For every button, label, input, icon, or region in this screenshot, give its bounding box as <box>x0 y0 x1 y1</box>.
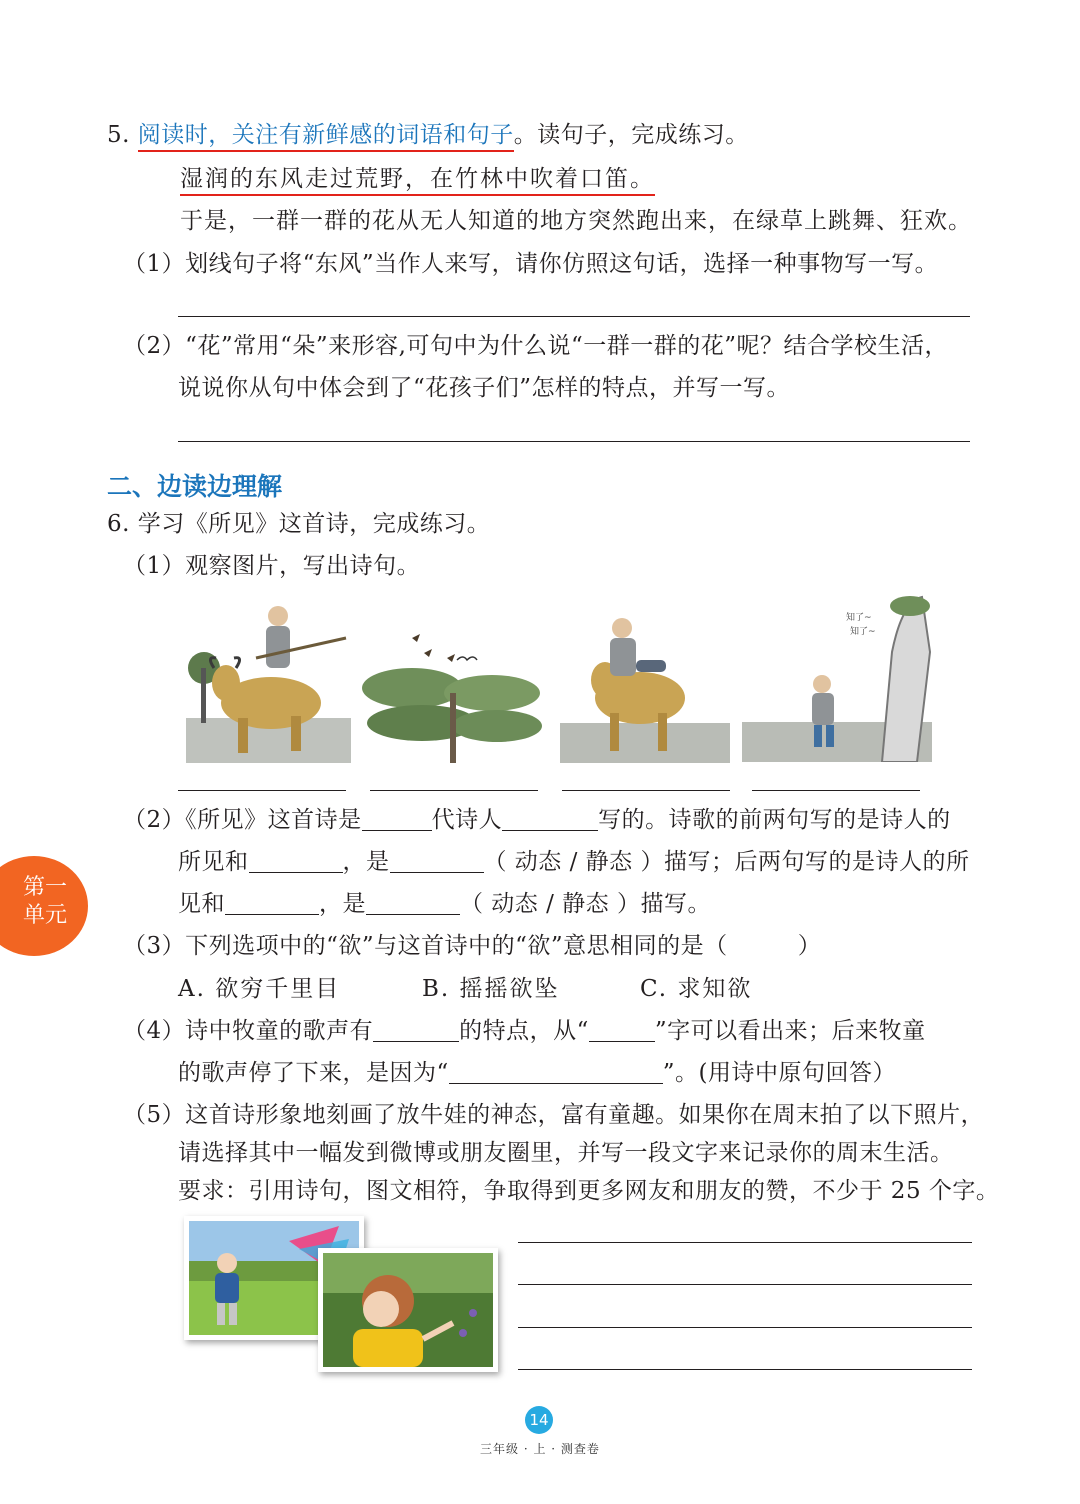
q6-part4-text: 的歌声停了下来，是因为“ <box>178 1060 449 1086</box>
q6-part5-requirement: 要求：引用诗句，图文相符，争取得到更多网友和朋友的赞，不少于 25 个字。 <box>178 1178 1000 1204</box>
cicada-sound-text: 知了~ <box>846 613 872 623</box>
q5-instruction <box>107 120 749 150</box>
writing-line-4[interactable] <box>518 1369 972 1370</box>
unit-tab-line2: 单元 <box>22 903 67 928</box>
character-blank[interactable] <box>589 1019 655 1042</box>
illustration-boy-and-cicada-tree <box>742 592 932 762</box>
q6-part5-number: （5） <box>123 1102 186 1128</box>
poem-line-blank-3[interactable] <box>562 790 730 791</box>
q6-part2-text: （ 动态 / 静态 ）描写。 <box>460 891 711 917</box>
q5-sub2 <box>123 331 948 361</box>
q6-part3-close: ） <box>797 933 822 959</box>
description-type-blank-2[interactable] <box>366 892 460 915</box>
q6-part2-line3 <box>178 889 711 919</box>
thought-blank[interactable] <box>225 892 319 915</box>
q6-part2-line2 <box>178 847 970 877</box>
option-a[interactable]: A. 欲穷千里目 <box>178 976 341 1002</box>
q5-sub1-text: 划线句子将“东风”当作人来写，请你仿照这句话，选择一种事物写一写。 <box>185 251 939 277</box>
q5-sub1 <box>123 249 938 279</box>
q5-sub2-text-b: 说说你从句中体会到了“花孩子们”怎样的特点，并写一写。 <box>178 375 791 401</box>
writing-line-2[interactable] <box>518 1284 972 1285</box>
q6-part2-text: 所见和 <box>178 849 249 875</box>
photo-child-in-field[interactable] <box>318 1248 498 1372</box>
song-feature-blank[interactable] <box>373 1019 459 1042</box>
writing-line-1[interactable] <box>518 1242 972 1243</box>
q6-part2-text: ，是 <box>342 849 390 875</box>
q5-number: 5. <box>107 122 130 148</box>
q5-sub2-answer-line[interactable] <box>178 441 970 442</box>
q5-sub1-answer-line[interactable] <box>178 316 970 317</box>
q6-part1-number: （1） <box>123 553 186 579</box>
page-number: 14 <box>525 1406 553 1434</box>
unit-tab-line1: 第一 <box>22 875 67 900</box>
poet-blank[interactable] <box>502 808 598 831</box>
poem-line-blank-4[interactable] <box>752 790 920 791</box>
q5-underlined-sentence: 湿润的东风走过荒野，在竹林中吹着口笛。 <box>180 166 655 196</box>
unit-side-tab <box>0 856 88 956</box>
q6-part5-text: 这首诗形象地刻画了放牛娃的神态，富有童趣。如果你在周末拍了以下照片， <box>185 1102 985 1128</box>
q6-part4-text: 诗中牧童的歌声有 <box>185 1018 374 1044</box>
q6-part4-text: ”字可以看出来；后来牧童 <box>654 1018 926 1044</box>
q6-part2-line1 <box>123 805 951 835</box>
q6-part2-text: 写的。诗歌的前两句写的是诗人的 <box>598 807 951 833</box>
q6-part1-text: 观察图片，写出诗句。 <box>185 553 421 579</box>
q6-part5-line1 <box>123 1100 984 1130</box>
option-b[interactable]: B. 摇摇欲坠 <box>422 976 560 1002</box>
illustration-birds-in-trees <box>362 598 542 763</box>
poem-quote-blank[interactable] <box>449 1061 663 1084</box>
q6-part5-line2: 请选择其中一幅发到微博或朋友圈里，并写一段文字来记录你的周末生活。 <box>178 1140 954 1166</box>
q5-instruction-rest: 。读句子，完成练习。 <box>513 122 749 148</box>
q6-title: 6. 学习《所见》这首诗，完成练习。 <box>107 511 491 537</box>
q6-part3-text: 下列选项中的“欲”与这首诗中的“欲”意思相同的是（ <box>185 933 728 959</box>
q6-part2-text: ，是 <box>319 891 366 917</box>
q6-part3-number: （3） <box>123 933 186 959</box>
q6-part2-text: 见和 <box>178 891 225 917</box>
q6-part4-text: ”。(用诗中原句回答） <box>662 1060 896 1086</box>
q5-sub1-number: （1） <box>123 251 186 277</box>
q5-sentence-2: 于是，一群一群的花从无人知道的地方突然跑出来，在绿草上跳舞、狂欢。 <box>180 208 972 234</box>
seen-blank[interactable] <box>249 850 343 873</box>
q6-part4-line1 <box>123 1016 926 1046</box>
illustration-boy-riding-ox <box>186 598 351 763</box>
poem-line-blank-2[interactable] <box>370 790 538 791</box>
q5-sub2-number: （2） <box>123 333 186 359</box>
q6-part2-text: （ 动态 / 静态 ）描写；后两句写的是诗人的所 <box>483 849 970 875</box>
description-type-blank-1[interactable] <box>390 850 484 873</box>
q5-sentence-1 <box>180 164 655 194</box>
writing-line-3[interactable] <box>518 1327 972 1328</box>
poem-line-blank-1[interactable] <box>178 790 346 791</box>
q6-part4-number: （4） <box>123 1018 186 1044</box>
option-c[interactable]: C. 求知欲 <box>640 976 753 1002</box>
q5-focus-text: 阅读时，关注有新鲜感的词语和句子 <box>138 122 514 152</box>
q5-sub2-text-a: “花”常用“朵”来形容,可句中为什么说“一群一群的花”呢？结合学校生活， <box>185 333 949 359</box>
q6-part4-text: 的特点，从“ <box>459 1018 589 1044</box>
q6-part2-text: 代诗人 <box>431 807 503 833</box>
q6-part2-number: （2） <box>123 807 186 833</box>
footer-text: 三年级 · 上 · 测查卷 <box>480 1442 600 1456</box>
cicada-sound-text-2: 知了~ <box>850 627 876 637</box>
dynasty-blank[interactable] <box>362 808 432 831</box>
section-heading: 二、边读边理解 <box>107 472 283 501</box>
q6-part1 <box>123 551 420 581</box>
illustration-boy-on-ox-listening <box>560 598 730 763</box>
q6-part4-line2 <box>178 1058 896 1088</box>
q6-part3 <box>123 931 821 961</box>
q6-part2-text: 《所见》这首诗是 <box>185 807 362 833</box>
